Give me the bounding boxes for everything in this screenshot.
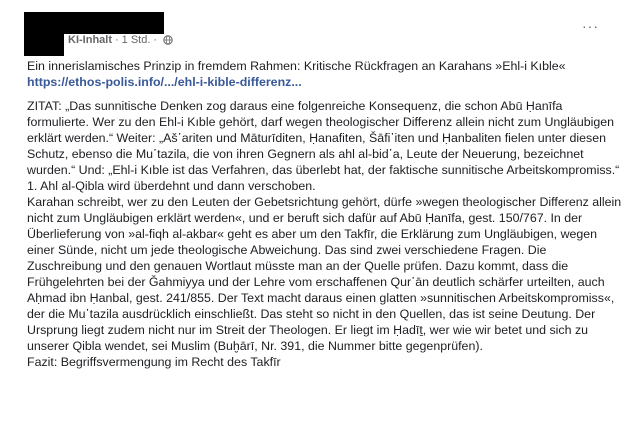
avatar[interactable] (24, 12, 64, 56)
globe-icon (163, 35, 173, 45)
quote-paragraph: ZITAT: „Das sunnitische Denken zog daraus eine folgenreiche Konsequenz, die schon Abū Ḥanīfa formulierte. Wer zu den Ehl-i Kıble gehört, darf wegen theologischer Differenz allein nicht zum Ungläubigen erklärt werden.“ Weiter: „Aš῾ariten und Māturīditen, Ḥanafiten, Šāfi῾iten und Ḥanbaliten fielen unter diesen Schutz, ebenso die Mu῾tazila, die von ihren Gegnern als ahl al-bid῾a, Leute der Neuerung, bezeichnet wurden.“ Und: „Ehl-i Kıble ist das Verfahren, das überlebt hat, der faktische sunnitische Arbeitskompromiss.“ (27, 99, 620, 177)
meta-separator: · (115, 34, 119, 46)
post-content (27, 58, 622, 370)
body-paragraph: Karahan schreibt, wer zu den Leuten der Gebetsrichtung gehört, dürfe »wegen theologischer Differenz allein nicht zum Ungläubigen erklärt werden«, und er beruft sich dafür auf Abū Ḥanīfa, gest. 150/767. In der Überlieferung von »al-fiqh al-akbar« geht es aber um den Takfīr, die Erklärung zum Ungläubigen, wegen einer Sünde, nicht um jede theologische Abweichung. Das sind zwei verschiedene Fragen. Die Zuschreibung und den genauen Wortlaut müsste man an der Quelle prüfen. Dazu kommt, dass die Frühgelehrten bei der Ǧahmiyya und der Lehre vom erschaffenen Qur῾ān deutlich schärfer urteilten, auch Aḥmad ibn Ḥanbal, gest. 241/855. Der Text macht daraus einen glatten »sunnitischen Arbeitskompromiss«, der die Mu῾tazila ausdrücklich einschließt. Das steht so nicht in den Quellen, das ist seine Deutung. Der Ursprung liegt zudem nicht nur im Streit der Theologen. Er liegt im Ḥadīṯ, wer wie wir betet und sich zu unserer Qibla wendet, sei Muslim (Buḫārī, Nr. 391, die Nummer bitte gegenprüfen). (27, 195, 622, 353)
post-title: Ein innerislamisches Prinzip in fremdem Rahmen: Kritische Rückfragen an Karahans »Ehl-i Kıble« (27, 59, 566, 73)
more-options-icon[interactable]: ··· (582, 18, 599, 34)
redacted-author-name[interactable] (64, 12, 164, 34)
point-heading: 1. Ahl al-Qibla wird überdehnt und dann verschoben. (27, 179, 316, 193)
author-label[interactable]: KI-Inhalt (68, 34, 112, 46)
timestamp[interactable]: 1 Std. (121, 34, 151, 46)
meta-separator: · (153, 34, 158, 46)
fazit-line: Fazit: Begriffsvermengung im Recht des Takfīr (27, 355, 281, 369)
article-link[interactable]: https://ethos-polis.info/.../ehl-i-kible-differenz... (27, 75, 302, 89)
post-meta (68, 34, 173, 46)
